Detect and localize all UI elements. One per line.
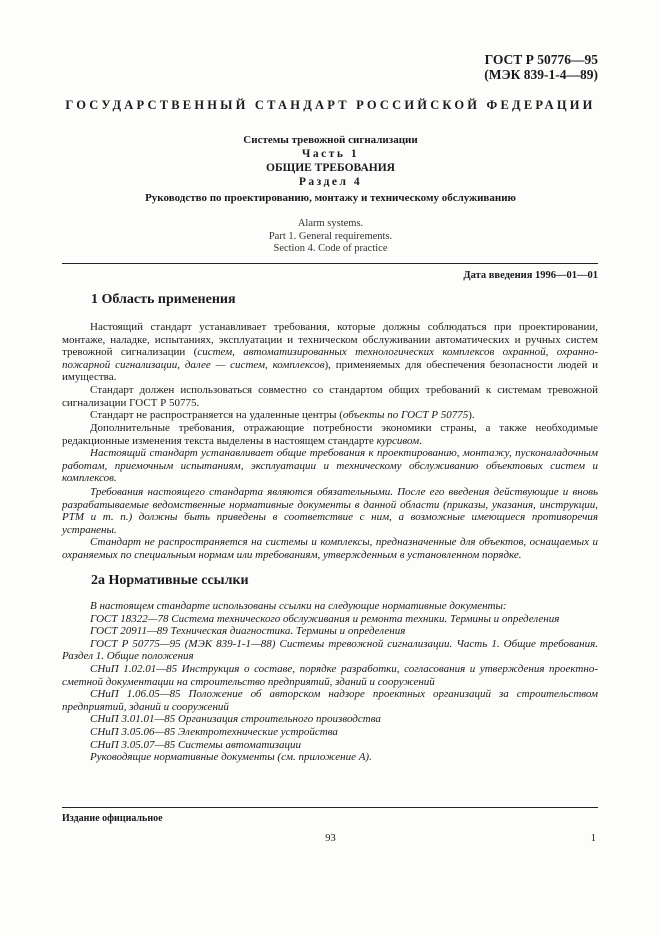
scope-paragraph-1: Настоящий стандарт устанавливает требования, которые должны соблюдаться при проектировании, монтаже, наладке, испытаниях, эксплуатации и техническом обслуживании автоматических и ручных систем тревожной сигнализации (систем, автоматизированных технологических комплексов охранной, охранно-пожарной сигнализации, далее — систем, комплексов), применяемых для обеспечения безопасности людей и имущества. <box>62 321 598 384</box>
scope-paragraph-7: Стандарт не распространяется на системы и комплексы, предназначенные для объектов, оснащаемых и охраняемых по специальным нормам или требованиям, утвержденным в установленном порядке. <box>62 536 598 561</box>
sheet-number: 1 <box>590 833 596 844</box>
scope-paragraph-5: Настоящий стандарт устанавливает общие требования к проектированию, монтажу, пусконаладочным работам, приемочным испытаниям, эксплуатации и техническому обслуживанию объектовых систем и комплексов. <box>62 447 598 485</box>
gost-number: ГОСТ Р 50776—95 <box>484 52 598 67</box>
english-title-line3: Section 4. Code of practice <box>273 243 388 254</box>
references-heading: 2а Нормативные ссылки <box>91 573 249 588</box>
standard-number-block <box>484 52 598 82</box>
reference-item: СНиП 3.05.07—85 Системы автоматизации <box>90 738 302 751</box>
scope-paragraph-2: Стандарт должен использоваться совместно со стандартом общих требований к системам тревожной сигнализации ГОСТ Р 50775. <box>62 384 598 409</box>
title-divider <box>62 263 598 264</box>
footer-divider <box>62 807 598 808</box>
scope-paragraph-3: Стандарт не распространяется на удаленные центры (объекты по ГОСТ Р 50775). <box>90 409 475 421</box>
scope-heading: 1 Область применения <box>91 292 236 307</box>
references-list <box>62 600 598 764</box>
state-standard-title: ГОСУДАРСТВЕННЫЙ СТАНДАРТ РОССИЙСКОЙ ФЕДЕРАЦИИ <box>65 98 596 112</box>
reference-item: Руководящие нормативные документы (см. приложение А). <box>90 751 372 764</box>
reference-item: ГОСТ 18322—78 Система технического обслуживания и ремонта техники. Термины и определения <box>90 612 560 625</box>
english-title <box>0 218 661 256</box>
scope-paragraph-6: Требования настоящего стандарта являются обязательными. После его введения действующие и вновь разрабатываемые ведомственные нормативные документы в данной области (приказы, указания, инструкции, РТМ и т. п.) должны быть приведены в соответствие с ним, а возможные имеющиеся противоречия устранены. <box>62 486 598 536</box>
guide-title: Руководство по проектированию, монтажу и техническому обслуживанию <box>145 192 516 204</box>
iec-number: (МЭК 839-1-4—89) <box>484 67 598 82</box>
english-title-line1: Alarm systems. <box>297 218 364 229</box>
systems-title: Системы тревожной сигнализации <box>243 134 418 146</box>
general-requirements-title: ОБЩИЕ ТРЕБОВАНИЯ <box>266 162 395 174</box>
section-title: Раздел 4 <box>298 176 363 188</box>
reference-item: ГОСТ 20911—89 Техническая диагностика. Термины и определения <box>90 625 406 638</box>
official-edition-label: Издание официальное <box>62 813 163 824</box>
reference-item: СНиП 3.01.01—85 Организация строительного производства <box>90 713 381 726</box>
reference-item: СНиП 1.02.01—85 Инструкция о составе, порядке разработки, согласования и утверждения проектно-сметной документации на строительство предприятий, зданий и сооружений <box>62 662 598 688</box>
reference-item: СНиП 3.05.06—85 Электротехнические устройства <box>90 725 338 738</box>
references-intro: В настоящем стандарте использованы ссылки на следующие нормативные документы: <box>90 600 507 612</box>
reference-item: ГОСТ Р 50775—95 (МЭК 839-1-1—88) Системы тревожной сигнализации. Часть 1. Общие требования. Раздел 1. Общие положения <box>62 637 598 663</box>
part-title: Часть 1 <box>301 148 360 160</box>
scope-paragraph-4: Дополнительные требования, отражающие потребности экономики страны, а также необходимые редакционные изменения текста выделены в настоящем стандарте курсивом. <box>62 422 598 447</box>
page-number: 93 <box>325 833 336 844</box>
introduction-date: Дата введения 1996—01—01 <box>463 270 598 281</box>
english-title-line2: Part 1. General requirements. <box>268 230 393 242</box>
reference-item: СНиП 1.06.05—85 Положение об авторском надзоре проектных организаций за строительством предприятий, зданий и сооружений <box>62 688 598 713</box>
